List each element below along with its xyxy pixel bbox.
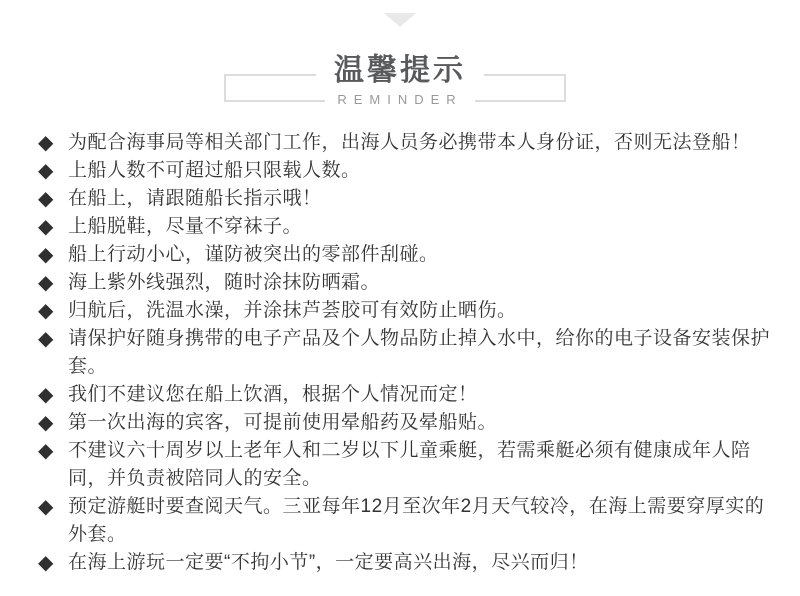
item-text: 不建议六十周岁以上老年人和二岁以下儿童乘艇，若需乘艇必须有健康成年人陪同，并负责被陪同人的安全。: [68, 440, 751, 489]
diamond-icon: ◆: [38, 160, 54, 182]
item-text: 海上紫外线强烈，随时涂抹防晒霜。: [68, 272, 381, 293]
page-container: [0, 13, 800, 596]
item-text: 在海上游玩一定要“不拘小节”，一定要高兴出海，尽兴而归！: [68, 552, 589, 573]
diamond-icon: ◆: [38, 188, 54, 210]
item-text: 上船脱鞋，尽量不穿袜子。: [68, 216, 303, 237]
item-text: 为配合海事局等相关部门工作，出海人员务必携带本人身份证，否则无法登船！: [68, 132, 751, 153]
list-item: [38, 437, 772, 493]
list-item: [38, 241, 772, 269]
item-text: 上船人数不可超过船只限载人数。: [68, 160, 361, 181]
list-item: [38, 381, 772, 409]
list-item: [38, 157, 772, 185]
item-text: 船上行动小心，谨防被突出的零部件刮碰。: [68, 244, 439, 265]
list-item: [38, 549, 772, 577]
page-title: 温馨提示: [316, 54, 484, 88]
diamond-icon: ◆: [38, 496, 54, 518]
diamond-icon: ◆: [38, 132, 54, 154]
list-item: [38, 185, 772, 213]
list-item: [38, 213, 772, 241]
item-text: 第一次出海的宾客，可提前使用晕船药及晕船贴。: [68, 412, 498, 433]
diamond-icon: ◆: [38, 328, 54, 350]
item-text: 请保护好随身携带的电子产品及个人物品防止掉入水中，给你的电子设备安装保护套。: [68, 328, 771, 377]
down-triangle-icon: [384, 13, 416, 27]
subtitle-row: [0, 92, 800, 108]
list-item: [38, 493, 772, 549]
diamond-icon: ◆: [38, 300, 54, 322]
item-text: 我们不建议您在船上饮酒，根据个人情况而定！: [68, 384, 478, 405]
diamond-icon: ◆: [38, 272, 54, 294]
diamond-icon: ◆: [38, 552, 54, 574]
list-item: [38, 297, 772, 325]
diamond-icon: ◆: [38, 412, 54, 434]
list-item: [38, 409, 772, 437]
title-row: [0, 54, 800, 93]
list-item: [38, 325, 772, 381]
diamond-icon: ◆: [38, 384, 54, 406]
reminder-list: [38, 129, 772, 577]
page-header: [0, 27, 800, 115]
item-text: 归航后，洗温水澡，并涂抹芦荟胶可有效防止晒伤。: [68, 300, 517, 321]
diamond-icon: ◆: [38, 440, 54, 462]
page-subtitle: REMINDER: [325, 92, 474, 108]
list-item: [38, 269, 772, 297]
diamond-icon: ◆: [38, 244, 54, 266]
diamond-icon: ◆: [38, 216, 54, 238]
list-item: [38, 129, 772, 157]
item-text: 预定游艇时要查阅天气。三亚每年12月至次年2月天气较冷，在海上需要穿厚实的外套。: [68, 496, 765, 545]
item-text: 在船上，请跟随船长指示哦！: [68, 188, 322, 209]
